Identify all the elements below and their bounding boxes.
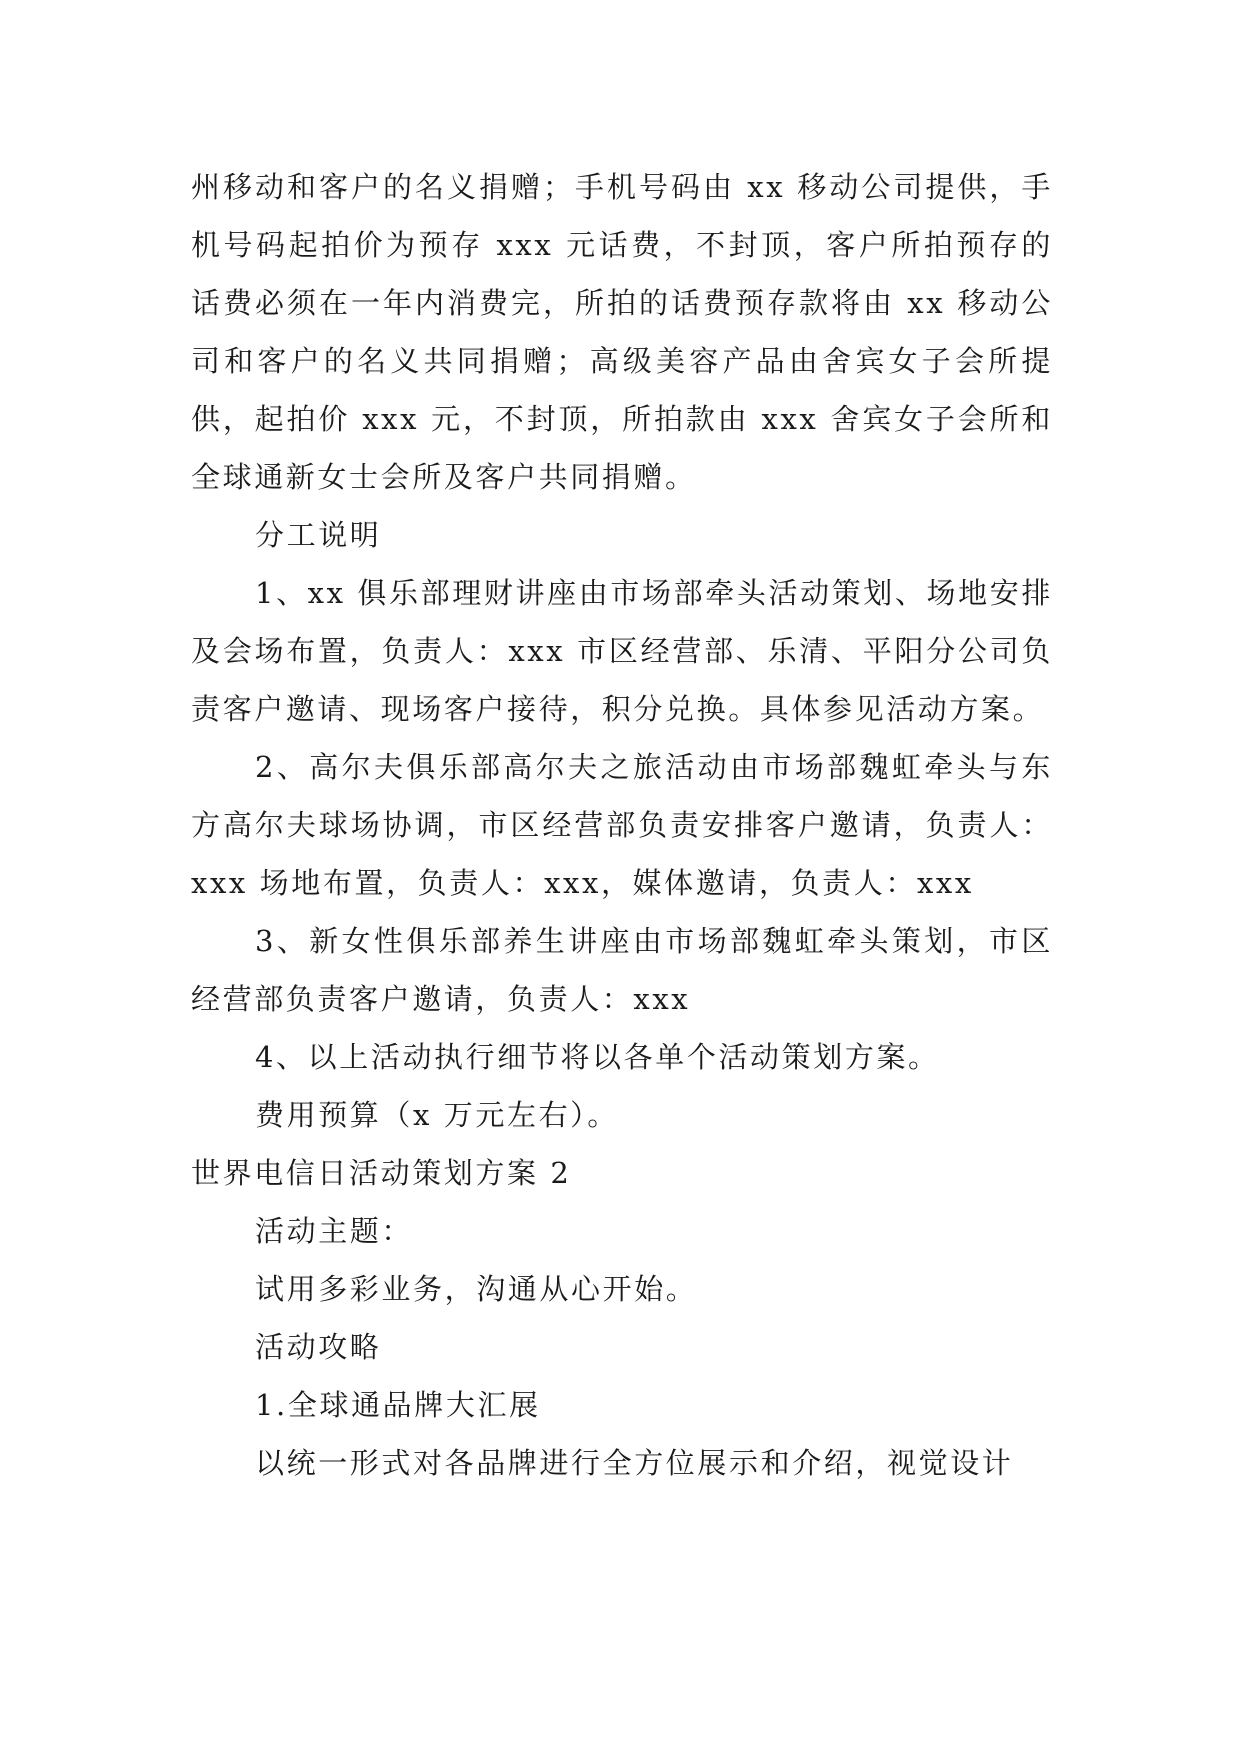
paragraph-item-3: 3、新女性俱乐部养生讲座由市场部魏虹牵头策划，市区经营部负责客户邀请，负责人：xxx xyxy=(191,924,1053,1016)
section-title-plan-2: 世界电信日活动策划方案 2 xyxy=(191,1156,572,1190)
paragraph-item-2: 2、高尔夫俱乐部高尔夫之旅活动由市场部魏虹牵头与东方高尔夫球场协调，市区经营部负责安排客户邀请，负责人：xxx 场地布置，负责人：xxx，媒体邀请，负责人：xxx xyxy=(191,750,1053,900)
paragraph-item-1: 1、xx 俱乐部理财讲座由市场部牵头活动策划、场地安排及会场布置，负责人：xxx 市区经营部、乐清、平阳分公司负责客户邀请、现场客户接待，积分兑换。具体参见活动方案。 xyxy=(191,576,1053,726)
paragraph-budget: 费用预算（x 万元左右）。 xyxy=(255,1098,619,1132)
paragraph-theme-slogan: 试用多彩业务，沟通从心开始。 xyxy=(255,1272,698,1306)
heading-division-of-labor: 分工说明 xyxy=(255,518,382,552)
heading-activity-theme: 活动主题： xyxy=(255,1214,414,1248)
paragraph-item-4: 4、以上活动执行细节将以各单个活动策划方案。 xyxy=(255,1040,940,1074)
paragraph-exhibition-details: 以统一形式对各品牌进行全方位展示和介绍，视觉设计 xyxy=(255,1446,1014,1480)
heading-brand-exhibition: 1.全球通品牌大汇展 xyxy=(255,1388,541,1422)
paragraph-donation-details: 州移动和客户的名义捐赠；手机号码由 xx 移动公司提供，手机号码起拍价为预存 xxx 元话费，不封顶，客户所拍预存的话费必须在一年内消费完，所拍的话费预存款将由 xx 移动公司和客户的名义共同捐赠；高级美容产品由舍宾女子会所提供，起拍价 xxx 元，不封顶，所拍款由 xxx 舍宾女子会所和全球通新女士会所及客户共同捐赠。 xyxy=(191,170,1053,494)
document-body xyxy=(191,158,1053,1492)
heading-activity-guide: 活动攻略 xyxy=(255,1330,382,1364)
